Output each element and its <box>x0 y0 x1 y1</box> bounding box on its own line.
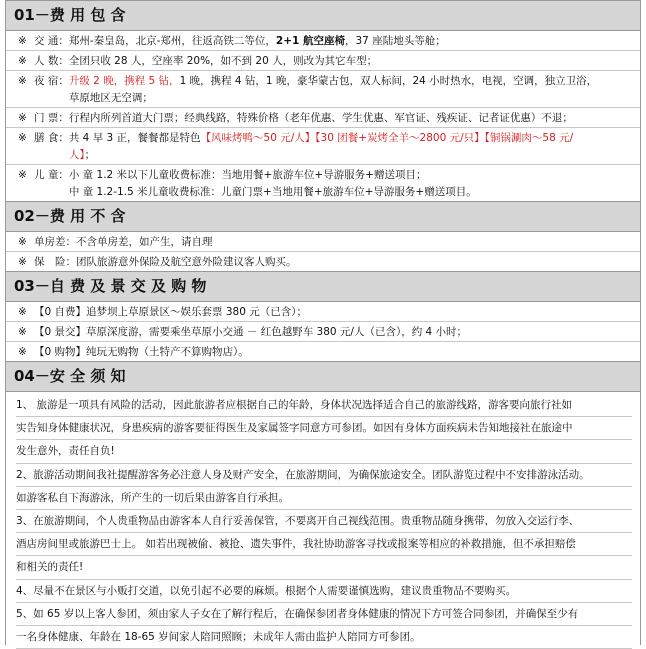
safety-line: 酒店房间里或旅游巴士上。 如若出现被偷、被抢、遗失事件，我社协助游客寻找或报案等相应的补救措施，但不承担赔偿 <box>16 533 632 556</box>
row-excluded: ※ 保 险：团队旅游意外保险及航空意外险建议客人购买。 <box>18 256 297 268</box>
row-traffic: ※ 交 通： 郑州-秦皇岛，北京-郑州，往返高铁二等位，2+1 航空座椅，37 座陆地头等舱； <box>6 31 640 51</box>
row-selfpay: ※ 【0 自费】追梦坝上草原景区～娱乐套票 380 元（已含）； <box>6 302 640 322</box>
row-hotel: ※ 夜 宿： 升级 2 晚，携程 5 钻，1 晚，携程 4 钻，1 晚，豪华蒙古包，双人标间，24 小时热水，电视，空调，独立卫浴， 草原地区无空调； <box>6 71 640 108</box>
row-meal: ※ 膳 食： 共 4 早 3 正，餐餐都是特色【风味烤鸭～50 元/人】【30 团餐+炭烤全羊～2800 元/只】【铜锅涮肉～58 元/ 人】； <box>6 128 640 165</box>
row-child: ※ 儿 童： 小 童 1.2 米以下儿童收费标准：当地用餐+旅游车位+导游服务+赠送项目； 中 童 1.2-1.5 米儿童收费标准：儿童门票+当地用餐+旅游车位+导游服务+赠送项目。 <box>18 169 477 198</box>
row-selfpay: ※ 【0 购物】纯玩无购物（土特产不算购物店）。 <box>18 346 249 358</box>
row-ticket: ※ 门 票： 行程内所列首道大门票；经典线路，特殊价格（老年优惠、学生优惠、军官证、残疾证、记者证优惠）不退； <box>6 108 640 128</box>
safety-line: 一名身体健康、年龄在 18-65 岁间家人陪同照顾；未成年人需由监护人陪同方可参团。 <box>16 626 632 649</box>
safety-line: 5、如 65 岁以上客人参团，须由家人子女在了解行程后，在确保参团者身体健康的情况下方可签合同参团，并确保至少有 <box>16 603 632 626</box>
row-selfpay: ※ 【0 景交】草原深度游，需要乘坐草原小交通 － 红色越野车 380 元/人（已含），约 4 小时； <box>6 322 640 342</box>
section-header-excluded: 02－费 用 不 含 <box>6 201 640 232</box>
section-header-safety: 04－安 全 须 知 <box>6 361 640 392</box>
row-excluded: ※ 单房差：不含单房差，如产生，请自理 <box>6 232 640 252</box>
section-header-selfpay: 03－自 费 及 景 交 及 购 物 <box>6 271 640 302</box>
safety-line: 实告知身体健康状况，身患疾病的游客要征得医生及家属签字同意方可参团。如因有身体方面疾病未告知地接社在旅途中 <box>16 417 632 440</box>
safety-line: 2、旅游活动期间我社提醒游客务必注意人身及财产安全，在旅游期间，为确保旅途安全。团队游览过程中不安排游泳活动。 <box>16 464 632 487</box>
safety-notes <box>6 392 640 649</box>
itinerary-document <box>5 0 641 645</box>
bullet-mark: ※ <box>18 35 27 47</box>
safety-line: 4、尽量不在景区与小贩打交道，以免引起不必要的麻烦。根据个人需要谨慎选购，建议贵重物品不要购买。 <box>16 580 632 603</box>
safety-line: 和相关的责任! <box>16 556 632 579</box>
safety-line: 发生意外，责任自负! <box>16 440 632 463</box>
safety-line: 1、 旅游是一项具有风险的活动，因此旅游者应根据自己的年龄，身体状况选择适合自己的旅游线路，游客要向旅行社如 <box>16 394 632 417</box>
row-guest-count: ※ 人 数： 全团只收 28 人，空座率 20%，如不到 20 人，则改为其它车型； <box>6 51 640 71</box>
safety-line: 3、在旅游期间，个人贵重物品由游客本人自行妥善保管，不要离开自己视线范围。贵重物品随身携带，勿放入交运行李、 <box>16 510 632 533</box>
section-header-included: 01－费 用 包 含 <box>6 0 640 31</box>
safety-line: 如游客私自下海游泳，所产生的一切后果由游客自行承担。 <box>16 487 632 510</box>
